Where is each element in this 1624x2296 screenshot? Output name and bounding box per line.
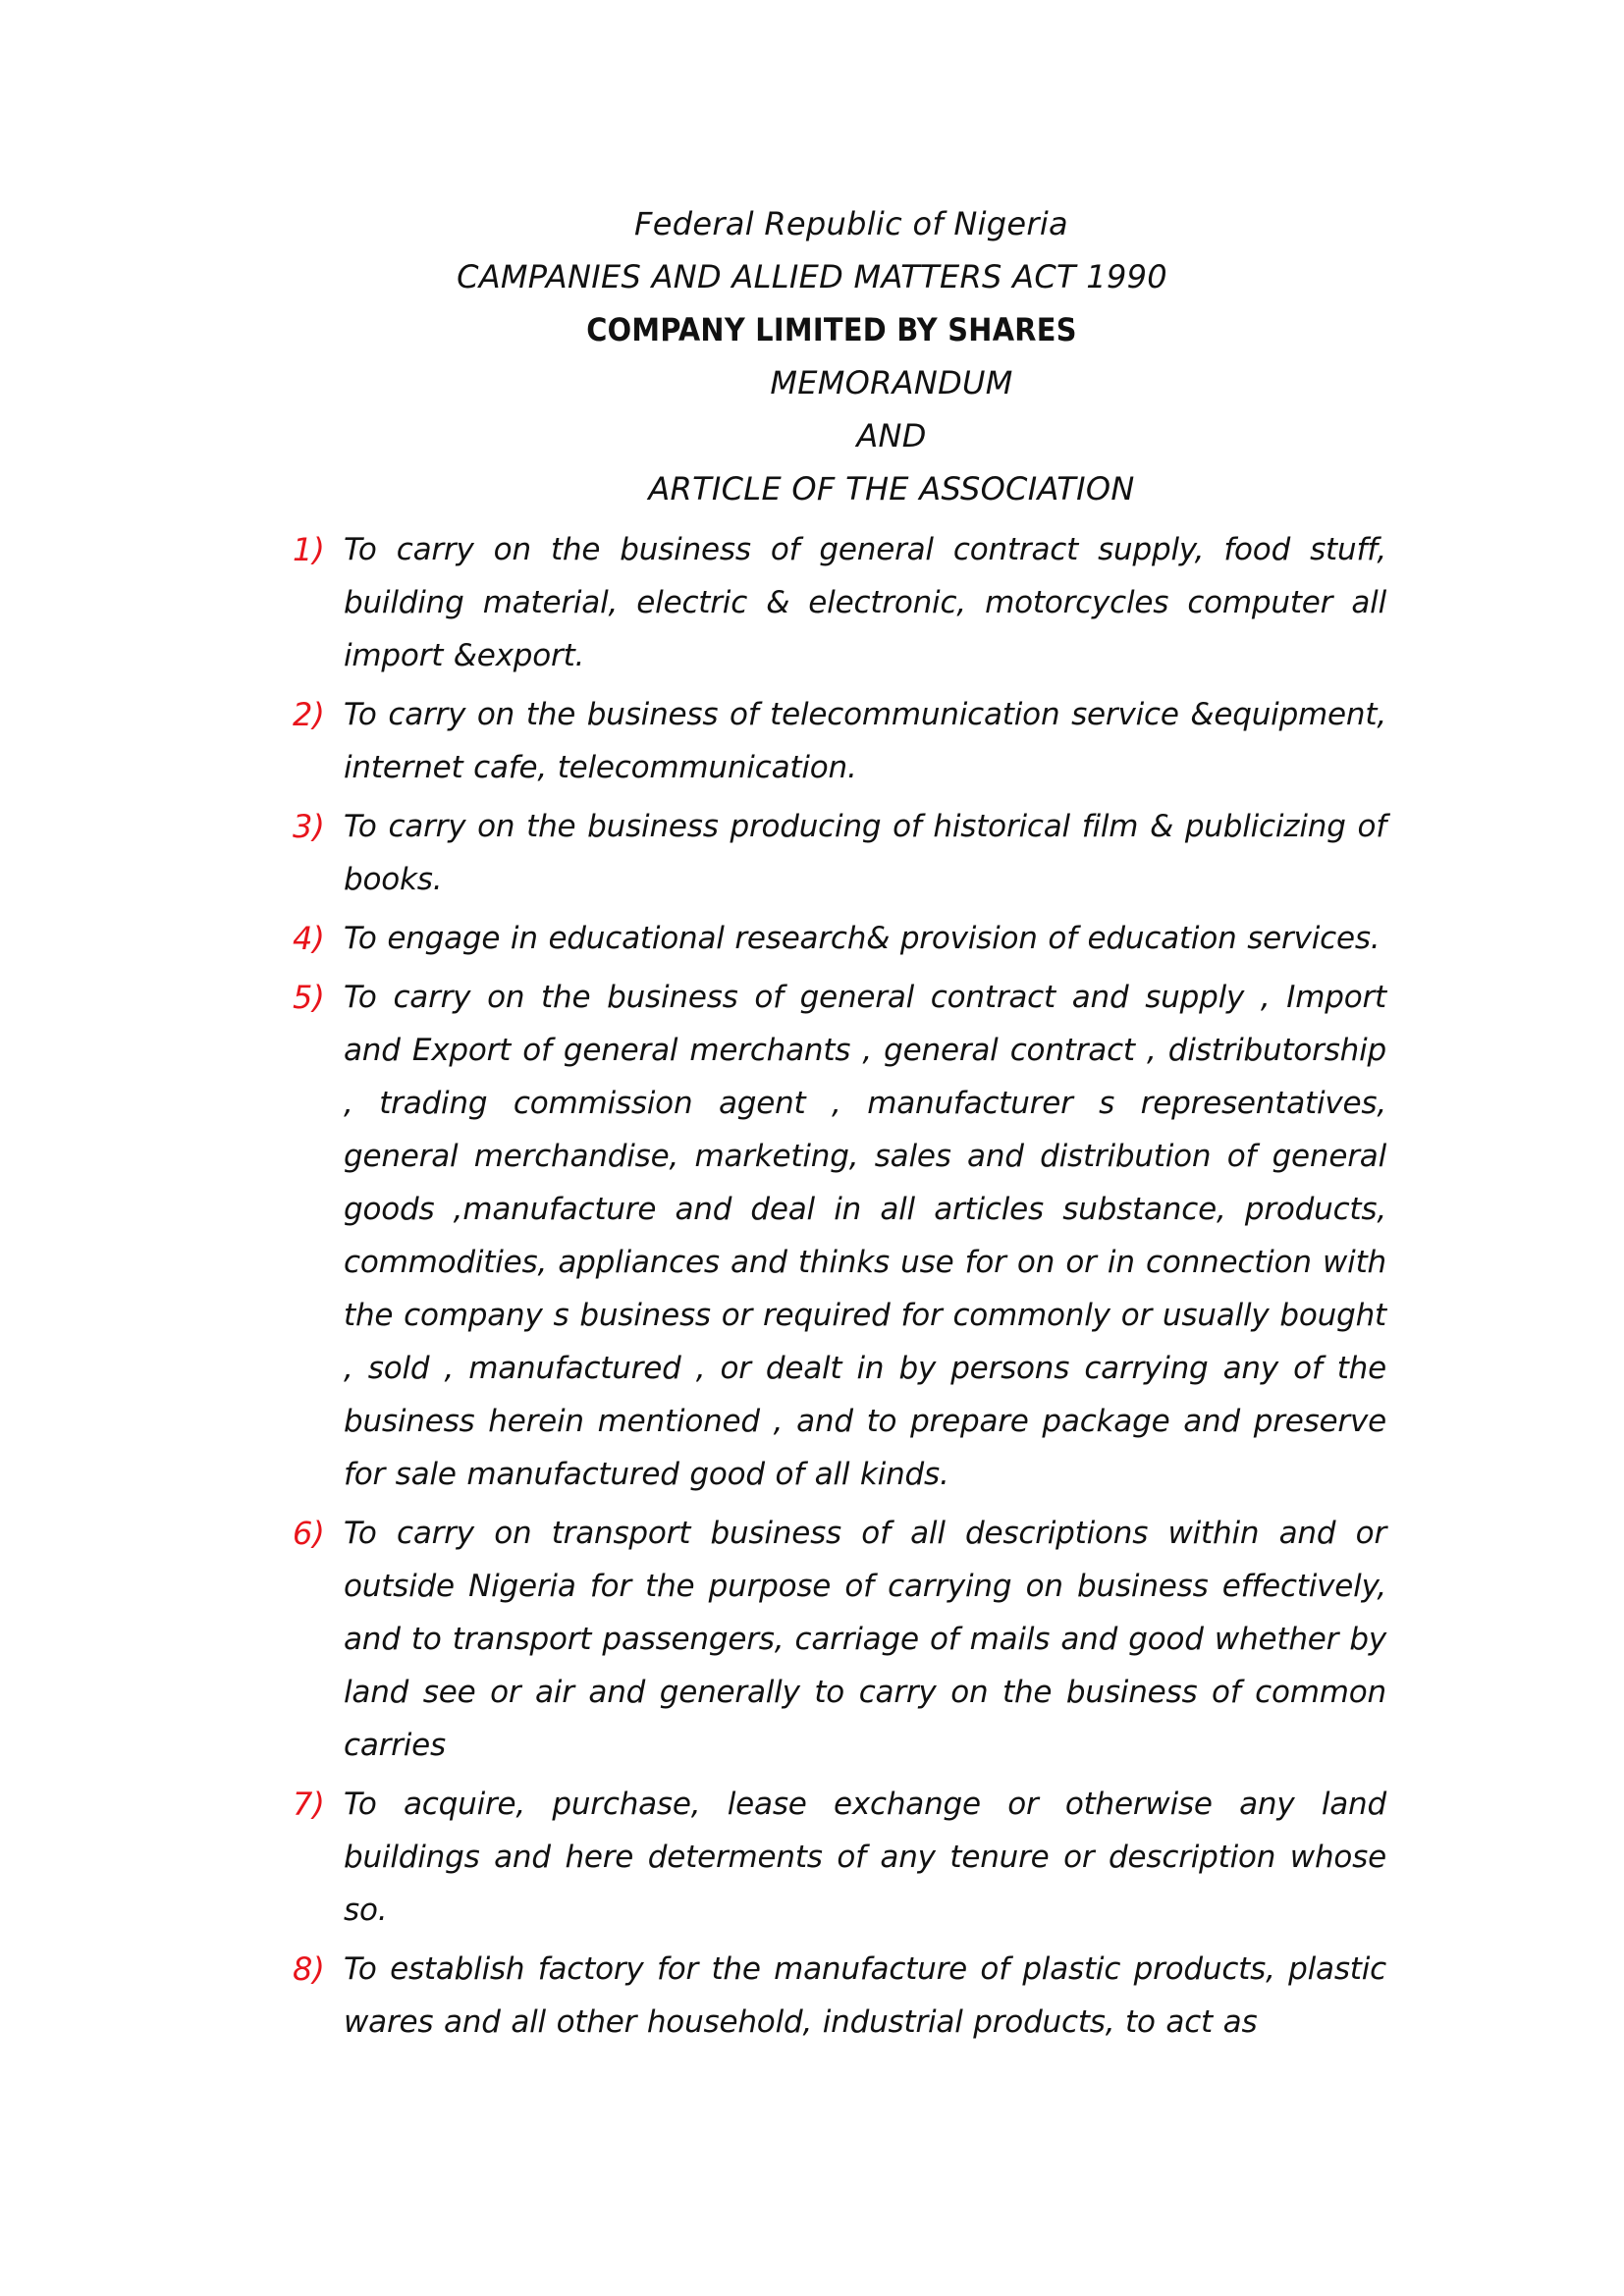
item-text: To acquire, purchase, lease exchange or otherwise any land buildings and here determents of any tenure or description whose so. <box>344 1787 1386 1928</box>
item-text: To engage in educational research& provision of education services. <box>344 921 1380 956</box>
item-number: 5) <box>293 979 325 1016</box>
heading-articles: ARTICLE OF THE ASSOCIATION <box>648 470 1135 507</box>
list-item <box>293 800 1386 906</box>
list-item <box>293 523 1386 682</box>
item-text: To carry on the business of general contract supply, food stuff, building material, electric & electronic, motorcycles computer all import &export. <box>344 532 1386 673</box>
list-item <box>293 912 1386 965</box>
item-number: 7) <box>293 1786 325 1823</box>
heading-memorandum: MEMORANDUM <box>770 364 1013 401</box>
list-item <box>293 1507 1386 1772</box>
objects-list <box>293 523 1386 2055</box>
item-number: 8) <box>293 1950 325 1988</box>
heading-country: Federal Republic of Nigeria <box>634 205 1068 242</box>
list-item <box>293 1943 1386 2049</box>
list-item <box>293 688 1386 794</box>
list-item <box>293 971 1386 1501</box>
item-text: To carry on transport business of all descriptions within and or outside Nigeria for the purpose of carrying on business effectively, and to transport passengers, carriage of mails and good whether by land see or air and generally to carry on the business of common carries <box>344 1516 1386 1763</box>
item-number: 2) <box>293 696 325 733</box>
list-item <box>293 1778 1386 1937</box>
heading-act: CAMPANIES AND ALLIED MATTERS ACT 1990 <box>457 258 1167 295</box>
item-text: To carry on the business of telecommunication service &equipment, internet cafe, telecommunication. <box>344 697 1386 785</box>
item-text: To establish factory for the manufacture of plastic products, plastic wares and all other household, industrial products, to act as <box>344 1951 1386 2040</box>
heading-and: AND <box>856 417 927 454</box>
heading-company-type: COMPANY LIMITED BY SHARES <box>586 311 1077 348</box>
item-text: To carry on the business of general contract and supply , Import and Export of general merchants , general contract , distributorship , trading commission agent , manufacturer s representatives, general merchandise, marketing, sales and distribution of general goods ,manufacture and deal in all articles substance, products, commodities, appliances and thinks use for on or in connection with the company s business or required for commonly or usually bought , sold , manufactured , or dealt in by persons carrying any of the business herein mentioned , and to prepare package and preserve for sale manufactured good of all kinds. <box>344 980 1386 1492</box>
item-number: 4) <box>293 920 325 957</box>
item-number: 6) <box>293 1515 325 1552</box>
item-text: To carry on the business producing of historical film & publicizing of books. <box>344 809 1386 897</box>
item-number: 1) <box>293 531 325 568</box>
item-number: 3) <box>293 808 325 845</box>
